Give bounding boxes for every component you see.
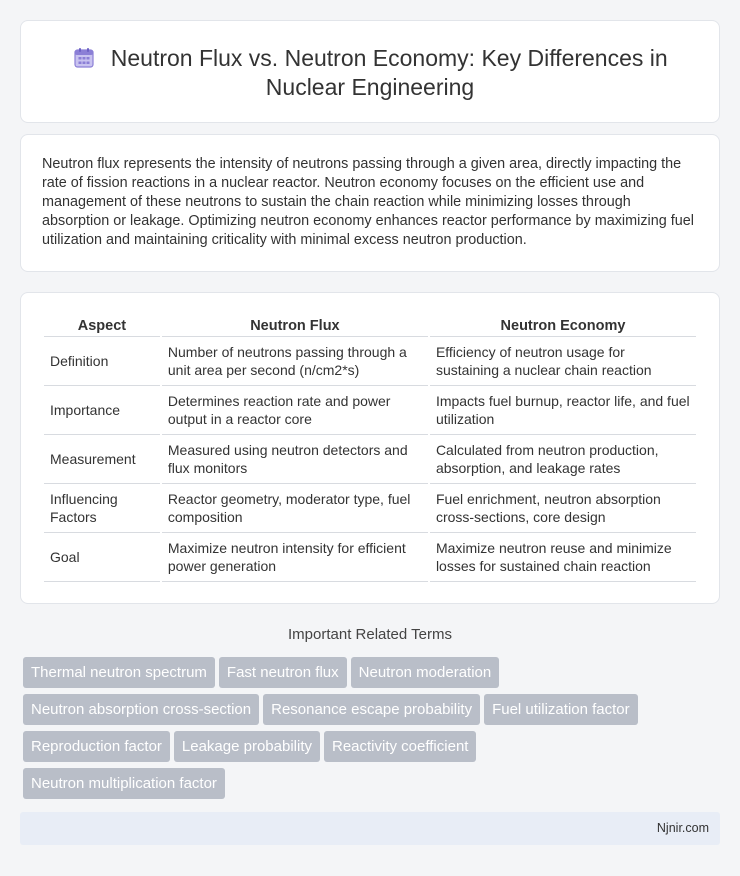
row-aspect: Goal [44,533,160,582]
related-term-tag[interactable]: Reactivity coefficient [324,731,476,762]
row-flux: Number of neutrons passing through a unit area per second (n/cm2*s) [162,337,428,386]
row-flux: Measured using neutron detectors and flux monitors [162,435,428,484]
footer-site-link[interactable]: Njnir.com [656,821,709,835]
related-terms-list [23,657,693,805]
calendar-icon [72,46,96,70]
title-card [20,20,720,123]
related-term-tag[interactable]: Leakage probability [174,731,320,762]
table-row [44,337,696,386]
header-aspect: Aspect [44,312,160,337]
row-flux: Reactor geometry, moderator type, fuel composition [162,484,428,533]
row-aspect: Definition [44,337,160,386]
row-economy: Impacts fuel burnup, reactor life, and fuel utilization [430,386,696,435]
row-flux: Maximize neutron intensity for efficient power generation [162,533,428,582]
table-header-row [44,312,696,337]
row-aspect: Measurement [44,435,160,484]
related-term-tag[interactable]: Fuel utilization factor [484,694,638,725]
title-wrap [21,44,719,102]
table-row [44,386,696,435]
related-term-tag[interactable]: Fast neutron flux [219,657,347,688]
table-row [44,484,696,533]
row-economy: Fuel enrichment, neutron absorption cross-sections, core design [430,484,696,533]
table-row [44,435,696,484]
page-title: Neutron Flux vs. Neutron Economy: Key Differences in Nuclear Engineering [110,45,668,100]
related-term-tag[interactable]: Resonance escape probability [263,694,480,725]
row-aspect: Importance [44,386,160,435]
related-term-tag[interactable]: Neutron moderation [351,657,500,688]
related-term-tag[interactable]: Thermal neutron spectrum [23,657,215,688]
comparison-card [20,292,720,604]
row-economy: Maximize neutron reuse and minimize losses for sustained chain reaction [430,533,696,582]
row-economy: Efficiency of neutron usage for sustaining a nuclear chain reaction [430,337,696,386]
related-term-tag[interactable]: Neutron multiplication factor [23,768,225,799]
header-neutron-economy: Neutron Economy [430,312,696,337]
intro-paragraph: Neutron flux represents the intensity of neutrons passing through a given area, directly impacting the rate of fission reactions in a nuclear reactor. Neutron economy focuses on the efficient use and management of these neutrons to sustain the chain reaction while minimizing losses through absorption or leakage. Optimizing neutron economy enhances reactor performance by maximizing fuel utilization and maintaining criticality with minimal excess neutron production. [42,156,694,248]
table-row [44,533,696,582]
row-economy: Calculated from neutron production, absorption, and leakage rates [430,435,696,484]
row-flux: Determines reaction rate and power output in a reactor core [162,386,428,435]
related-term-tag[interactable]: Neutron absorption cross-section [23,694,259,725]
header-neutron-flux: Neutron Flux [162,312,428,337]
related-terms-heading: Important Related Terms [288,626,452,643]
footer [20,812,720,845]
row-aspect: Influencing Factors [44,484,160,533]
comparison-table [42,312,698,582]
intro-card [20,134,720,272]
related-term-tag[interactable]: Reproduction factor [23,731,170,762]
